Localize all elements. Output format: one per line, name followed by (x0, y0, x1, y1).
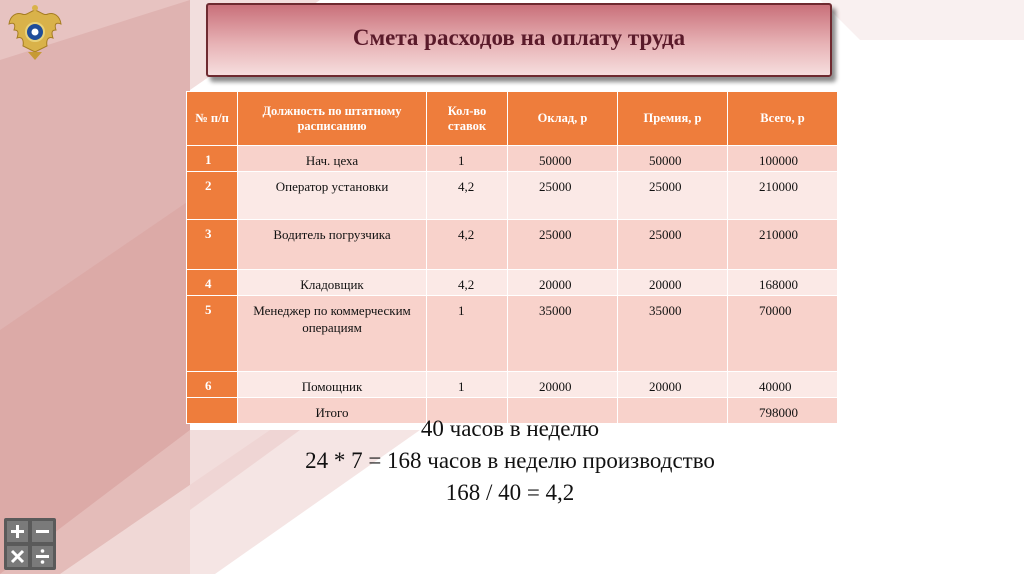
table-row (187, 270, 838, 296)
rates-cell: 4,2 (427, 270, 508, 296)
salary-cell: 20000 (508, 270, 618, 296)
table-row (187, 172, 838, 220)
rates-cell: 1 (427, 146, 508, 172)
title-banner (206, 3, 832, 77)
salary-cell: 50000 (508, 146, 618, 172)
eagle-emblem-icon (4, 2, 66, 64)
position-cell: Кладовщик (238, 270, 427, 296)
position-cell: Водитель погрузчика (238, 220, 427, 270)
rates-cell: 4,2 (427, 220, 508, 270)
row-number: 5 (187, 296, 238, 372)
table-row (187, 146, 838, 172)
table-header-row (187, 92, 838, 146)
header-number: № п/п (187, 92, 238, 146)
position-cell: Помощник (238, 372, 427, 398)
header-bonus: Премия, р (618, 92, 728, 146)
rates-cell: 1 (427, 372, 508, 398)
bonus-cell: 25000 (618, 172, 728, 220)
rates-cell: 1 (427, 296, 508, 372)
summary-line-2: 24 * 7 = 168 часов в неделю производство (305, 448, 715, 473)
salary-budget-table (186, 91, 838, 424)
row-number: 3 (187, 220, 238, 270)
row-number: 2 (187, 172, 238, 220)
page-title: Смета расходов на оплату труда (352, 25, 686, 50)
position-cell: Оператор установки (238, 172, 427, 220)
position-cell: Менеджер по коммерческим операциям (238, 296, 427, 372)
total-cell: 70000 (728, 296, 838, 372)
salary-cell: 25000 (508, 172, 618, 220)
total-cell: 798000 (728, 398, 838, 424)
summary-line-3: 168 / 40 = 4,2 (445, 480, 575, 505)
salary-cell: 25000 (508, 220, 618, 270)
bonus-cell: 25000 (618, 220, 728, 270)
header-salary: Оклад, р (508, 92, 618, 146)
position-cell: Итого (238, 398, 427, 424)
row-number: 6 (187, 372, 238, 398)
table-row (187, 372, 838, 398)
salary-cell: 20000 (508, 372, 618, 398)
total-cell: 168000 (728, 270, 838, 296)
row-number: 4 (187, 270, 238, 296)
bonus-cell: 20000 (618, 372, 728, 398)
total-cell: 210000 (728, 172, 838, 220)
header-position: Должность по штатному расписанию (238, 92, 427, 146)
table-row (187, 220, 838, 270)
rates-cell: 4,2 (427, 172, 508, 220)
header-rates: Кол-во ставок (427, 92, 508, 146)
salary-cell: 35000 (508, 296, 618, 372)
total-cell: 40000 (728, 372, 838, 398)
position-cell: Нач. цеха (238, 146, 427, 172)
table-row (187, 296, 838, 372)
header-total: Всего, р (728, 92, 838, 146)
total-cell: 100000 (728, 146, 838, 172)
bonus-cell: 20000 (618, 270, 728, 296)
bonus-cell: 50000 (618, 146, 728, 172)
summary-line-1: 40 часов в неделю (420, 416, 600, 441)
row-number (187, 398, 238, 424)
bonus-cell: 35000 (618, 296, 728, 372)
total-cell: 210000 (728, 220, 838, 270)
calculator-icon (4, 518, 56, 570)
row-number: 1 (187, 146, 238, 172)
